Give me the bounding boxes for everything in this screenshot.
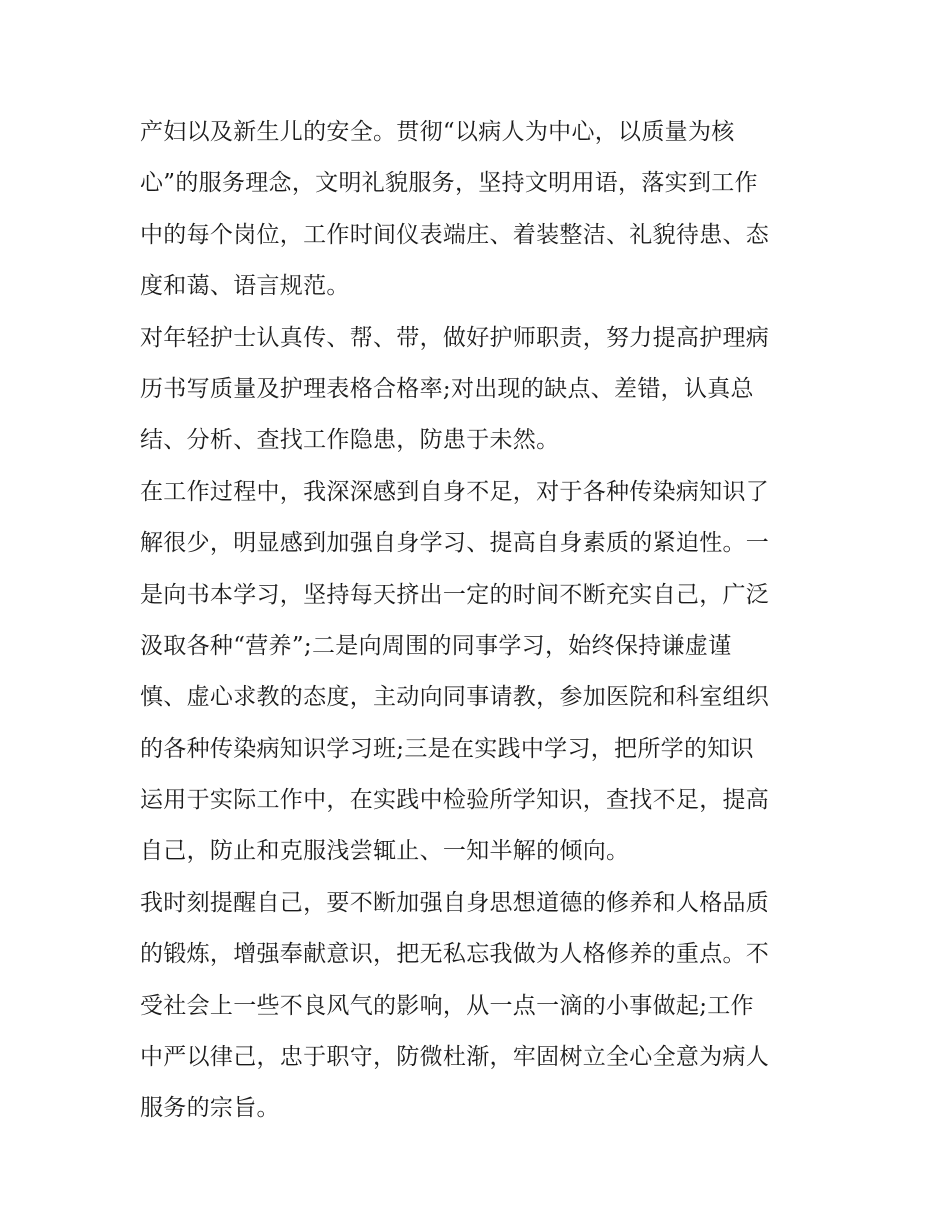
text-line: 运用于实际工作中，在实践中检验所学知识，查找不足，提高 (140, 787, 770, 814)
text-line: 汲取各种“营养”;二是向周围的同事学习，始终保持谦虚谨 (140, 632, 732, 659)
text-line: 心”的服务理念，文明礼貌服务，坚持文明用语，落实到工作 (140, 170, 758, 197)
text-line: 我时刻提醒自己，要不断加强自身思想道德的修养和人格品质 (140, 889, 770, 916)
text-line: 的各种传染病知识学习班;三是在实践中学习，把所学的知识 (140, 735, 754, 762)
text-line: 解很少，明显感到加强自身学习、提高自身素质的紧迫性。一 (140, 530, 770, 557)
text-line: 慎、虚心求教的态度，主动向同事请教，参加医院和科室组织 (140, 684, 770, 711)
text-line: 自己，防止和克服浅尝辄止、一知半解的倾向。 (140, 838, 630, 865)
text-line: 受社会上一些不良风气的影响，从一点一滴的小事做起;工作 (140, 992, 754, 1019)
text-line: 中的每个岗位，工作时间仪表端庄、着装整洁、礼貌待患、态 (140, 221, 770, 248)
text-line: 的锻炼，增强奉献意识，把无私忘我做为人格修养的重点。不 (140, 941, 770, 968)
text-line: 历书写质量及护理表格合格率;对出现的缺点、差错，认真总 (140, 375, 754, 402)
body-text (140, 107, 820, 1135)
text-line: 是向书本学习，坚持每天挤出一定的时间不断充实自己，广泛 (140, 581, 770, 608)
text-line: 结、分析、查找工作隐患，防患于未然。 (140, 427, 560, 454)
text-line: 中严以律己，忠于职守，防微杜渐，牢固树立全心全意为病人 (140, 1044, 770, 1071)
text-line: 服务的宗旨。 (140, 1095, 280, 1122)
text-line: 在工作过程中，我深深感到自身不足，对于各种传染病知识了 (140, 478, 770, 505)
text-line: 对年轻护士认真传、帮、带，做好护师职责，努力提高护理病 (140, 324, 770, 351)
text-line: 产妇以及新生儿的安全。贯彻“以病人为中心，以质量为核 (140, 119, 735, 145)
text-line: 度和蔼、语言规范。 (140, 273, 350, 300)
